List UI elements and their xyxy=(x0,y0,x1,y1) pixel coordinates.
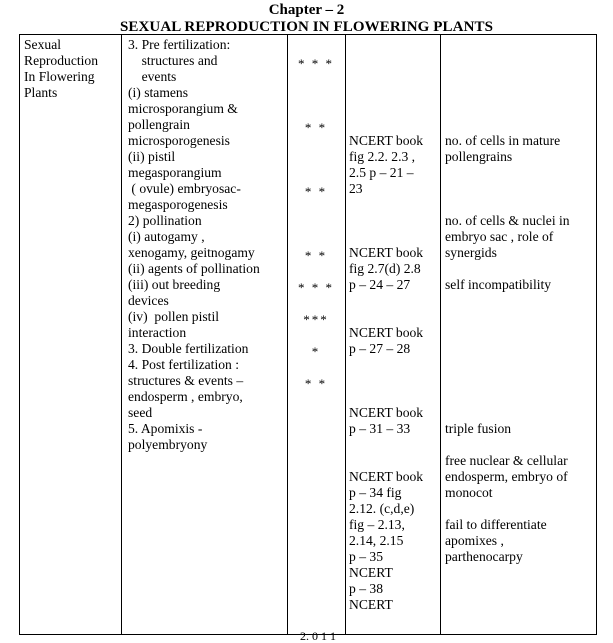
column-divider xyxy=(345,35,346,634)
topic-line: seed xyxy=(128,405,153,420)
topic-line: (i) stamens xyxy=(128,85,189,100)
reference-line: NCERT book xyxy=(349,245,424,260)
column-divider xyxy=(121,35,122,634)
unit-line: Plants xyxy=(24,85,58,100)
reference-line xyxy=(349,357,423,373)
importance-rating: * * xyxy=(304,248,328,263)
importance-rating: * xyxy=(311,344,321,359)
remark-line xyxy=(445,373,570,389)
remark-line xyxy=(445,341,570,357)
topic-column xyxy=(128,37,260,453)
topic-line: endosperm , embryo, xyxy=(128,389,243,404)
remark-line: endosperm, embryo of xyxy=(445,469,568,484)
reference-line xyxy=(349,437,423,453)
topic-line: (ii) pistil xyxy=(128,149,176,164)
remark-line: free nuclear & cellular xyxy=(445,453,568,468)
chapter-title: SEXUAL REPRODUCTION IN FLOWERING PLANTS xyxy=(119,19,494,35)
topic-line: megasporangium xyxy=(128,165,222,180)
unit-column xyxy=(24,37,98,101)
chapter-heading: Chapter – 2 xyxy=(268,2,345,18)
reference-line: 23 xyxy=(349,181,363,196)
remark-line xyxy=(445,309,570,325)
remark-line: monocot xyxy=(445,485,493,500)
topic-line: 2) pollination xyxy=(128,213,202,228)
remark-line: embryo sac , role of xyxy=(445,229,554,244)
reference-line xyxy=(349,101,423,117)
remark-line: no. of cells in mature xyxy=(445,133,561,148)
remark-line xyxy=(445,197,570,213)
reference-line xyxy=(349,197,423,213)
reference-line xyxy=(349,293,423,309)
topic-line: 5. Apomixis - xyxy=(128,421,203,436)
remark-line xyxy=(445,181,570,197)
reference-line: NCERT xyxy=(349,565,393,580)
reference-line: NCERT book xyxy=(349,133,424,148)
reference-line xyxy=(349,389,423,405)
remark-line: apomixes , xyxy=(445,533,504,548)
reference-line xyxy=(349,117,423,133)
unit-line: Sexual xyxy=(24,37,61,52)
topic-line: 3. Pre fertilization: xyxy=(128,37,231,52)
reference-line: NCERT book xyxy=(349,469,424,484)
remark-line: triple fusion xyxy=(445,421,512,436)
remark-line: pollengrains xyxy=(445,149,513,164)
topic-line: 4. Post fertilization : xyxy=(128,357,240,372)
topic-line: ( ovule) embryosac- xyxy=(128,181,241,196)
reference-line xyxy=(349,453,423,469)
remark-line xyxy=(445,389,570,405)
remark-line: synergids xyxy=(445,245,497,260)
importance-rating: * * * xyxy=(298,56,334,71)
topic-line: events xyxy=(128,69,177,84)
importance-rating: * * xyxy=(304,120,328,135)
topic-line: xenogamy, geitnogamy xyxy=(128,245,255,260)
importance-rating: *** xyxy=(303,312,329,327)
remark-line xyxy=(445,101,570,117)
remark-line xyxy=(445,437,570,453)
reference-line: NCERT xyxy=(349,597,393,612)
reference-line: fig 2.2. 2.3 , xyxy=(349,149,416,164)
remark-line xyxy=(445,325,570,341)
remark-line xyxy=(445,357,570,373)
remark-line xyxy=(445,501,570,517)
reference-line: fig 2.7(d) 2.8 xyxy=(349,261,421,276)
topic-line: (ii) agents of pollination xyxy=(128,261,260,276)
topic-line: polyembryony xyxy=(128,437,208,452)
unit-line: In Flowering xyxy=(24,69,95,84)
remark-line: fail to differentiate xyxy=(445,517,547,532)
reference-column xyxy=(349,85,423,613)
reference-line xyxy=(349,373,423,389)
reference-line: p – 27 – 28 xyxy=(349,341,411,356)
reference-line: p – 38 xyxy=(349,581,383,596)
column-divider xyxy=(440,35,441,634)
topic-line: megasporogenesis xyxy=(128,197,228,212)
remark-line: no. of cells & nuclei in xyxy=(445,213,570,228)
reference-line: p – 24 – 27 xyxy=(349,277,411,292)
remarks-column xyxy=(445,85,570,565)
reference-line: NCERT book xyxy=(349,325,424,340)
importance-rating: * * xyxy=(304,184,328,199)
reference-line xyxy=(349,213,423,229)
topic-line: devices xyxy=(128,293,169,308)
reference-line: p – 31 – 33 xyxy=(349,421,411,436)
remark-line xyxy=(445,261,570,277)
remark-line xyxy=(445,117,570,133)
reference-line xyxy=(349,85,423,101)
reference-line: 2.5 p – 21 – xyxy=(349,165,414,180)
reference-line: 2.14, 2.15 xyxy=(349,533,404,548)
remark-line xyxy=(445,405,570,421)
syllabus-table xyxy=(19,34,597,635)
page-footer: 2. 0 1 1 xyxy=(300,629,336,643)
topic-line: 3. Double fertilization xyxy=(128,341,249,356)
reference-line: p – 34 fig xyxy=(349,485,402,500)
remark-line xyxy=(445,85,570,101)
topic-line: structures and xyxy=(128,53,218,68)
unit-line: Reproduction xyxy=(24,53,98,68)
reference-line: fig – 2.13, xyxy=(349,517,405,532)
remark-line xyxy=(445,293,570,309)
reference-line: NCERT book xyxy=(349,405,424,420)
topic-line: microsporogenesis xyxy=(128,133,230,148)
reference-line: p – 35 xyxy=(349,549,383,564)
remark-line: parthenocarpy xyxy=(445,549,523,564)
topic-line: structures & events – xyxy=(128,373,244,388)
importance-rating: * * * xyxy=(298,280,334,295)
reference-line: 2.12. (c,d,e) xyxy=(349,501,415,516)
importance-rating: * * xyxy=(304,376,328,391)
topic-line: interaction xyxy=(128,325,187,340)
topic-line: (iii) out breeding xyxy=(128,277,221,292)
topic-line: (i) autogamy , xyxy=(128,229,205,244)
remark-line: self incompatibility xyxy=(445,277,552,292)
topic-line: (iv) pollen pistil xyxy=(128,309,219,324)
topic-line: pollengrain xyxy=(128,117,190,132)
reference-line xyxy=(349,229,423,245)
remark-line xyxy=(445,165,570,181)
topic-line: microsporangium & xyxy=(128,101,238,116)
reference-line xyxy=(349,309,423,325)
